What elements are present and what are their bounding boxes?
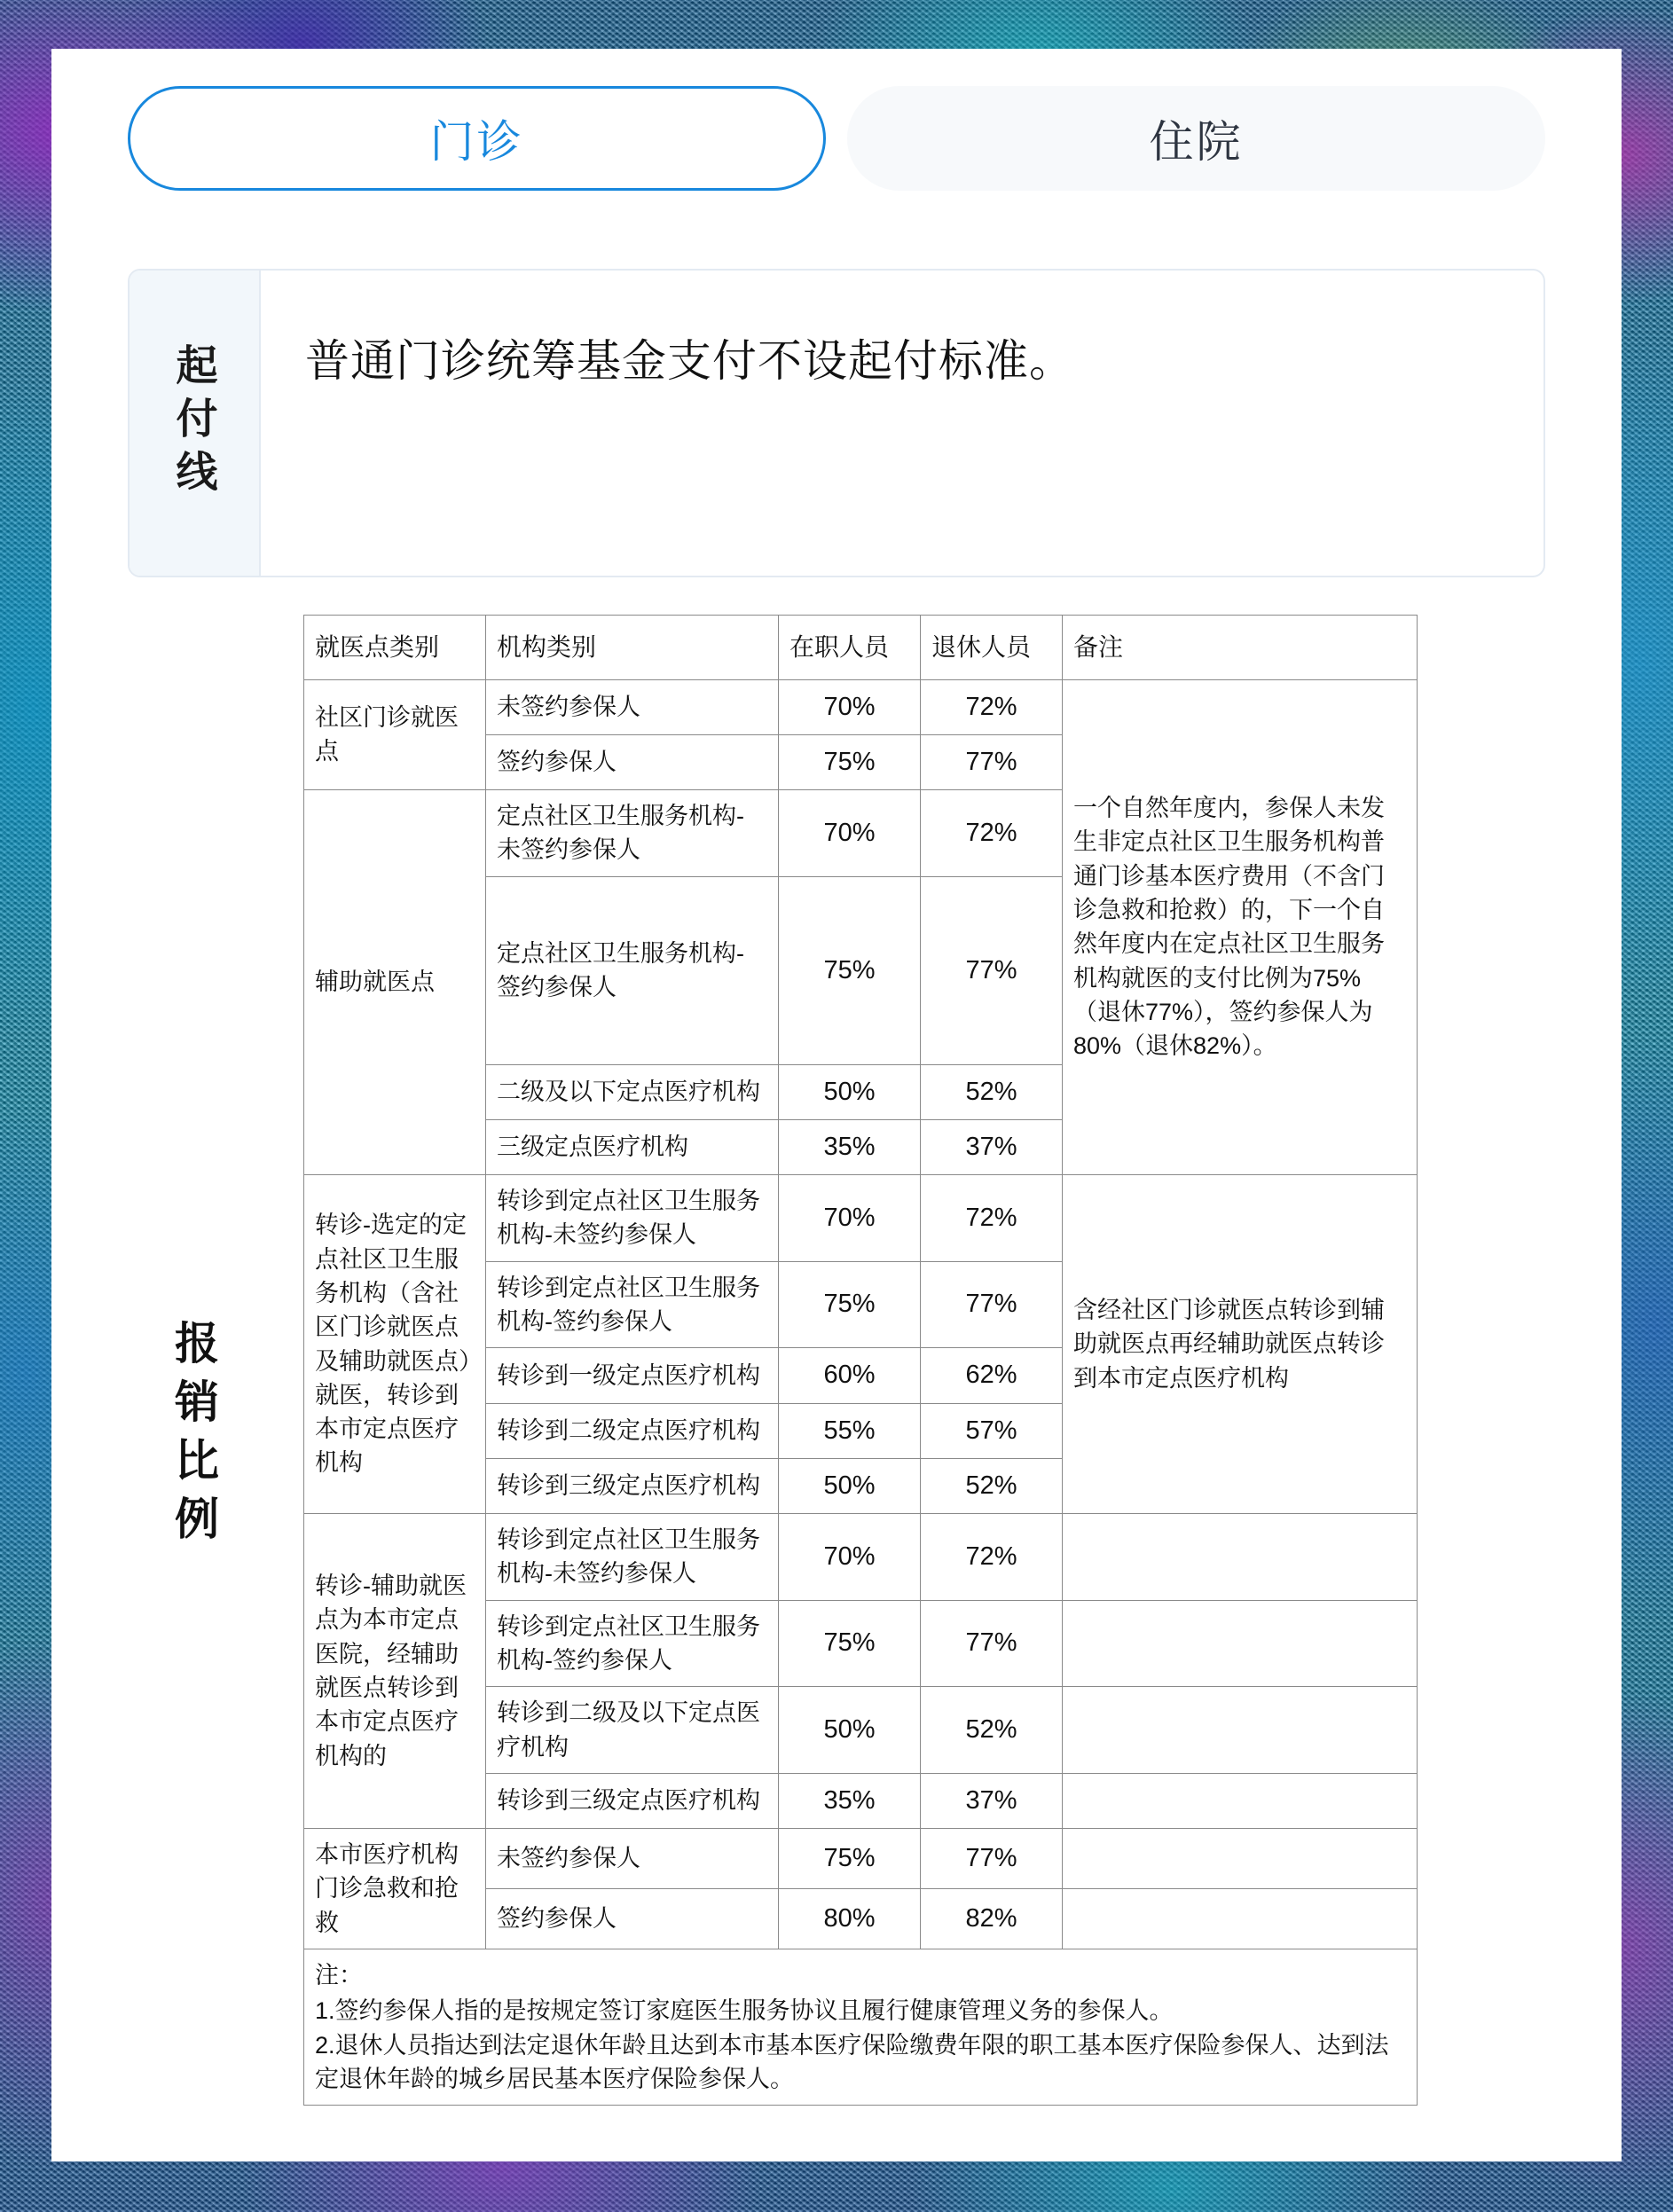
- org-type-cell: 转诊到定点社区卫生服务机构-未签约参保人: [486, 1175, 779, 1262]
- retired-rate-cell: 62%: [921, 1348, 1063, 1403]
- tab-inpatient-label: 住院: [1149, 117, 1244, 167]
- retired-rate-cell: 82%: [921, 1889, 1063, 1949]
- retired-rate-cell: 77%: [921, 1829, 1063, 1889]
- remarks-cell-empty: [1063, 1773, 1418, 1828]
- group-name-cell: 本市医疗机构门诊急救和抢救: [304, 1829, 486, 1949]
- active-rate-cell: 75%: [779, 1600, 921, 1687]
- org-type-cell: 转诊到定点社区卫生服务机构-签约参保人: [486, 1261, 779, 1348]
- retired-rate-cell: 77%: [921, 876, 1063, 1064]
- col-header-remarks: 备注: [1063, 616, 1418, 680]
- retired-rate-cell: 72%: [921, 790, 1063, 877]
- org-type-cell: 转诊到定点社区卫生服务机构-签约参保人: [486, 1600, 779, 1687]
- org-type-cell: 签约参保人: [486, 734, 779, 789]
- group-name-cell: 转诊-辅助就医点为本市定点医院，经辅助就医点转诊到本市定点医疗机构的: [304, 1513, 486, 1828]
- org-type-cell: 定点社区卫生服务机构-签约参保人: [486, 876, 779, 1064]
- active-rate-cell: 70%: [779, 790, 921, 877]
- remarks-cell-empty: [1063, 1829, 1418, 1889]
- group-name-cell: 社区门诊就医点: [304, 679, 486, 789]
- active-rate-cell: 35%: [779, 1773, 921, 1828]
- active-rate-cell: 50%: [779, 1064, 921, 1119]
- col-header-site-type: 就医点类别: [304, 616, 486, 680]
- col-header-active: 在职人员: [779, 616, 921, 680]
- retired-rate-cell: 72%: [921, 679, 1063, 734]
- tab-outpatient[interactable]: [128, 86, 826, 191]
- remarks-cell-empty: [1063, 1687, 1418, 1774]
- content-card: [51, 49, 1622, 2161]
- group-name-cell: 辅助就医点: [304, 790, 486, 1175]
- table-head: [304, 616, 1418, 680]
- table-row: [304, 679, 1418, 734]
- remarks-cell-empty: [1063, 1889, 1418, 1949]
- rates-table-wrap: [259, 608, 1545, 2106]
- active-rate-cell: 60%: [779, 1348, 921, 1403]
- org-type-cell: 转诊到二级及以下定点医疗机构: [486, 1687, 779, 1774]
- retired-rate-cell: 52%: [921, 1687, 1063, 1774]
- deductible-body: [261, 271, 1543, 576]
- footnote-title: 注：: [315, 1962, 363, 1989]
- footnote-item: 1.签约参保人指的是按规定签订家庭医生服务协议且履行健康管理义务的参保人。: [315, 1997, 1174, 2025]
- active-rate-cell: 55%: [779, 1403, 921, 1458]
- active-rate-cell: 75%: [779, 1829, 921, 1889]
- col-header-org-type: 机构类别: [486, 616, 779, 680]
- active-rate-cell: 70%: [779, 1175, 921, 1262]
- footnotes-row: [304, 1949, 1418, 2106]
- tab-inpatient[interactable]: [847, 86, 1545, 191]
- org-type-cell: 转诊到三级定点医疗机构: [486, 1773, 779, 1828]
- active-rate-cell: 70%: [779, 679, 921, 734]
- retired-rate-cell: 72%: [921, 1175, 1063, 1262]
- org-type-cell: 签约参保人: [486, 1889, 779, 1949]
- retired-rate-cell: 77%: [921, 1600, 1063, 1687]
- table-row: [304, 1829, 1418, 1889]
- tab-bar: [51, 49, 1622, 191]
- deductible-text: 普通门诊统筹基金支付不设起付标准。: [305, 336, 1074, 386]
- active-rate-cell: 75%: [779, 734, 921, 789]
- reimbursement-rates-table: [303, 615, 1418, 2106]
- active-rate-cell: 70%: [779, 1513, 921, 1600]
- org-type-cell: 二级及以下定点医疗机构: [486, 1064, 779, 1119]
- footnote-item: 2.退休人员指达到法定退休年龄且达到本市基本医疗保险缴费年限的职工基本医疗保险参保人、达到法定退休年龄的城乡居民基本医疗保险参保人。: [315, 2031, 1389, 2093]
- org-type-cell: 转诊到二级定点医疗机构: [486, 1403, 779, 1458]
- active-rate-cell: 50%: [779, 1458, 921, 1513]
- remarks-cell-community: 一个自然年度内，参保人未发生非定点社区卫生服务机构普通门诊基本医疗费用（不含门诊急救和抢救）的，下一个自然年度内在定点社区卫生服务机构就医的支付比例为75%（退休77%），签约参保人为80%（退休82%）。: [1063, 679, 1418, 1174]
- remarks-cell-empty: [1063, 1600, 1418, 1687]
- org-type-cell: 定点社区卫生服务机构-未签约参保人: [486, 790, 779, 877]
- retired-rate-cell: 37%: [921, 1773, 1063, 1828]
- active-rate-cell: 75%: [779, 876, 921, 1064]
- deductible-label: 起付线: [170, 343, 218, 503]
- retired-rate-cell: 37%: [921, 1119, 1063, 1174]
- org-type-cell: 转诊到一级定点医疗机构: [486, 1348, 779, 1403]
- org-type-cell: 未签约参保人: [486, 679, 779, 734]
- org-type-cell: 转诊到定点社区卫生服务机构-未签约参保人: [486, 1513, 779, 1600]
- retired-rate-cell: 57%: [921, 1403, 1063, 1458]
- retired-rate-cell: 52%: [921, 1064, 1063, 1119]
- reimbursement-label-panel: [128, 608, 259, 2106]
- active-rate-cell: 35%: [779, 1119, 921, 1174]
- active-rate-cell: 50%: [779, 1687, 921, 1774]
- table-header-row: [304, 616, 1418, 680]
- tab-outpatient-label: 门诊: [429, 117, 524, 167]
- group-name-cell: 转诊-选定的定点社区卫生服务机构（含社区门诊就医点及辅助就医点）就医，转诊到本市定点医疗机构: [304, 1175, 486, 1514]
- remarks-cell-empty: [1063, 1513, 1418, 1600]
- org-type-cell: 未签约参保人: [486, 1829, 779, 1889]
- active-rate-cell: 80%: [779, 1889, 921, 1949]
- reimbursement-label: 报销比例: [169, 1319, 218, 1554]
- col-header-retired: 退休人员: [921, 616, 1063, 680]
- active-rate-cell: 75%: [779, 1261, 921, 1348]
- retired-rate-cell: 77%: [921, 1261, 1063, 1348]
- table-row: [304, 1175, 1418, 1262]
- footnotes-cell: [304, 1949, 1418, 2106]
- reimbursement-section: [128, 608, 1545, 2106]
- org-type-cell: 转诊到三级定点医疗机构: [486, 1458, 779, 1513]
- deductible-section: [128, 269, 1545, 577]
- org-type-cell: 三级定点医疗机构: [486, 1119, 779, 1174]
- deductible-label-panel: [130, 271, 261, 576]
- retired-rate-cell: 52%: [921, 1458, 1063, 1513]
- retired-rate-cell: 77%: [921, 734, 1063, 789]
- table-body: [304, 679, 1418, 2106]
- retired-rate-cell: 72%: [921, 1513, 1063, 1600]
- table-row: [304, 1513, 1418, 1600]
- remarks-cell-referral: 含经社区门诊就医点转诊到辅助就医点再经辅助就医点转诊到本市定点医疗机构: [1063, 1175, 1418, 1514]
